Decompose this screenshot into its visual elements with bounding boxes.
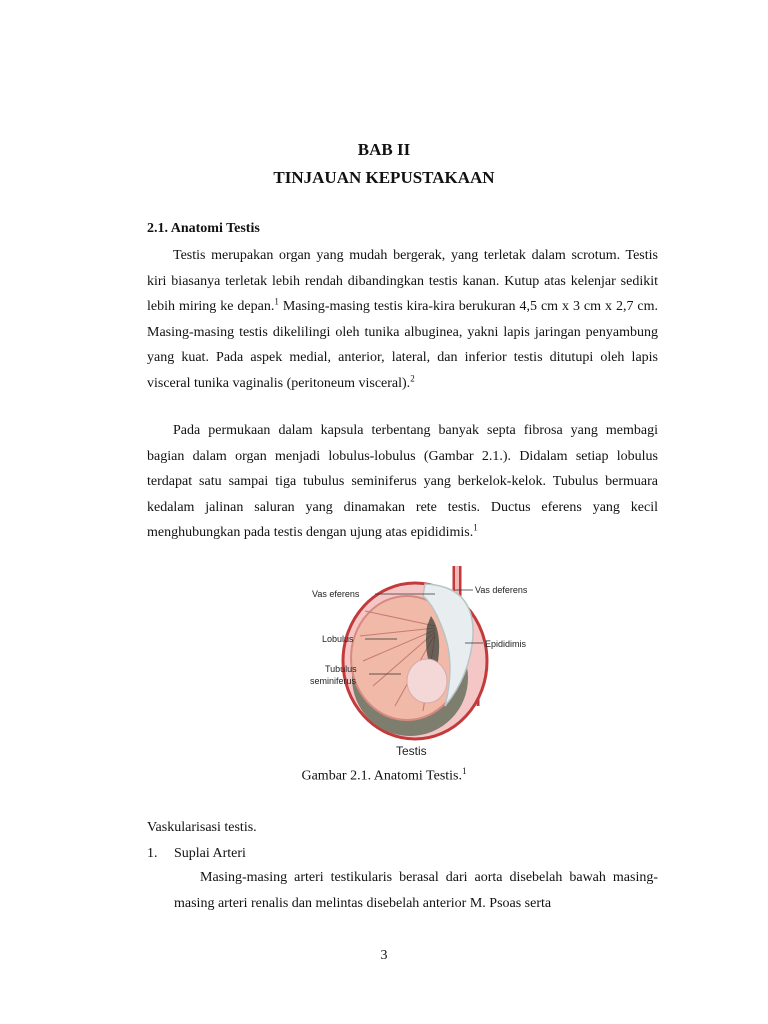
citation-ref: 2 xyxy=(410,373,415,384)
label-epididimis: Epididimis xyxy=(485,639,527,649)
list-item-number: 1. xyxy=(147,846,158,861)
figure-caption xyxy=(0,766,768,785)
testis-illustration xyxy=(305,566,535,760)
chapter-title: TINJAUAN KEPUSTAKAAN xyxy=(273,168,495,187)
vascular-heading: Vaskularisasi testis. xyxy=(147,820,257,835)
section-heading: 2.1. Anatomi Testis xyxy=(147,221,260,236)
chapter-number: BAB II xyxy=(357,140,411,159)
citation-ref: 1 xyxy=(462,766,467,776)
citation-ref: 1 xyxy=(473,522,478,533)
paragraph-anatomy-part1: Testis merupakan organ yang mudah bergerak, yang terletak dalam scrotum. Testis kiri biasanya terletak lebih rendah dibandingkan testis kanan. Kutup atas kelenjar sedikit lebih miring ke depan. xyxy=(147,248,658,315)
label-vas-deferens: Vas deferens xyxy=(475,585,528,595)
label-seminiferus: seminiferus xyxy=(310,676,357,686)
paragraph-arteri-text: Masing-masing arteri testikularis berasal dari aorta disebelah bawah masing-masing arteri renalis dan melintas disebelah anterior M. Psoas serta xyxy=(174,870,658,911)
paragraph-lobulus xyxy=(147,418,658,546)
testis-figure xyxy=(305,566,535,760)
paragraph-lobulus-text: Pada permukaan dalam kapsula terbentang banyak septa fibrosa yang membagi bagian dalam organ menjadi lobulus-lobulus (Gambar 2.1.). Didalam setiap lobulus terdapat satu sampai tiga tubulus seminiferus yang berkelok-kelok. Tubulus bermuara kedalam jalinan saluran yang dinamakan rete testis. Ductus eferens yang kecil menghubungkan pada testis dengan ujung atas epididimis. xyxy=(147,423,658,541)
paragraph-anatomy xyxy=(147,243,658,397)
label-tubulus: Tubulus xyxy=(325,664,357,674)
figure-title: Testis xyxy=(396,744,427,758)
label-vas-eferens: Vas eferens xyxy=(312,589,360,599)
page-number: 3 xyxy=(380,948,388,963)
paragraph-arteri xyxy=(174,865,658,916)
label-lobulus: Lobulus xyxy=(322,634,354,644)
citation-ref: 1 xyxy=(274,296,279,307)
paragraph-anatomy-part2: Masing-masing testis kira-kira berukuran 4,5 cm x 3 cm x 2,7 cm. Masing-masing testis dikelilingi oleh tunika albuginea, yakni lapis jaringan penyambung yang kuat. Pada aspek medial, anterior, lateral, dan inferior testis ditutupi oleh lapis visceral tunika vaginalis (peritoneum visceral). xyxy=(147,299,659,391)
figure-caption-text: Gambar 2.1. Anatomi Testis. xyxy=(301,768,463,784)
list-item-title: Suplai Arteri xyxy=(174,846,246,861)
